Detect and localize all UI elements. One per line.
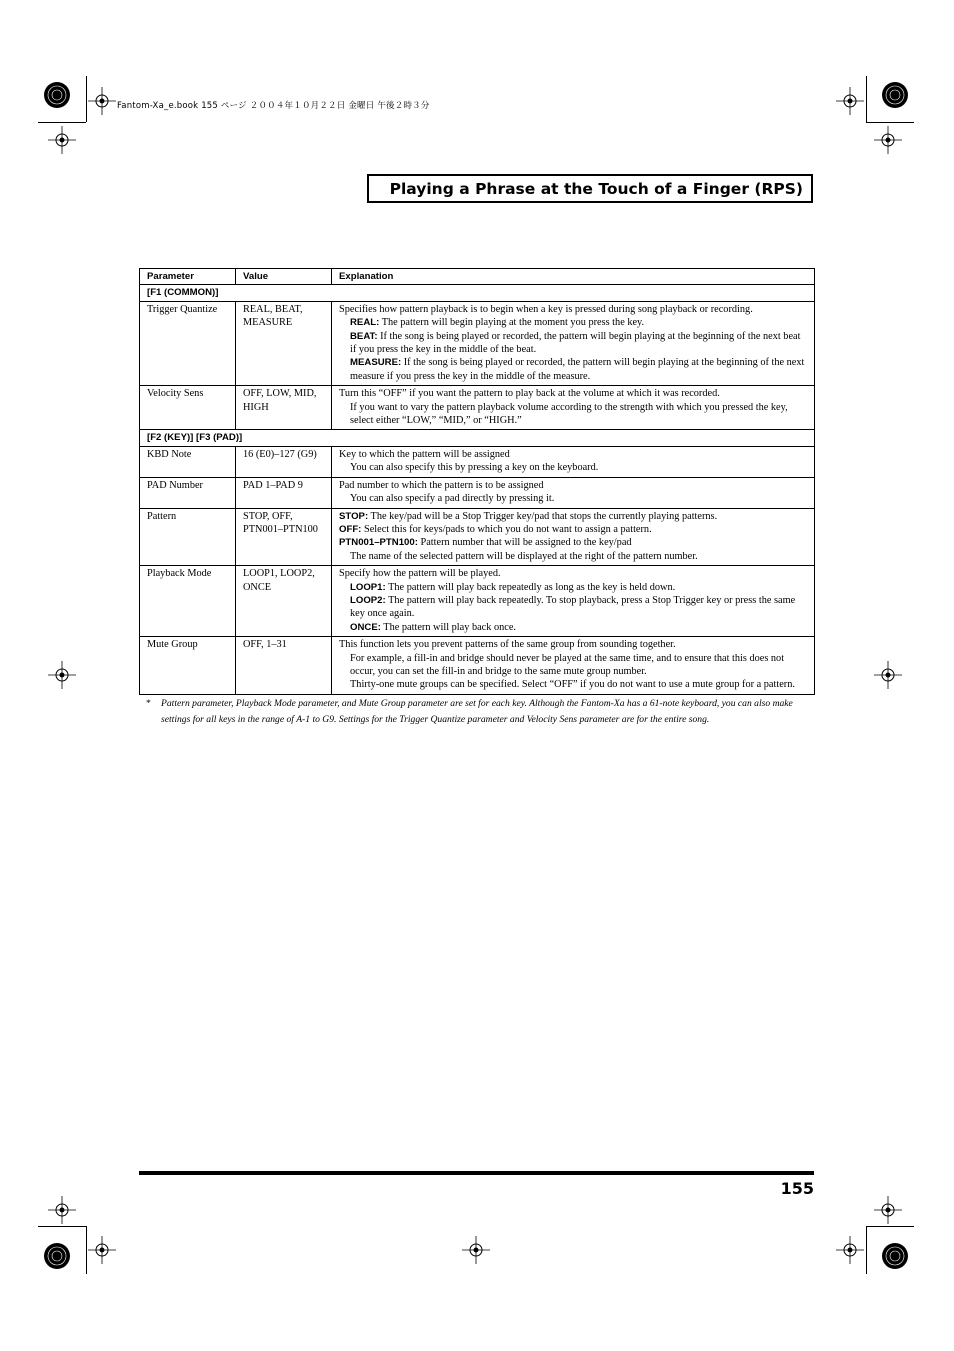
trim-mark: [866, 1226, 867, 1274]
running-header: Fantom-Xa_e.book 155 ページ ２００４年１０月２２日 金曜日 午後２時３分: [117, 101, 430, 111]
parameter-table: [139, 268, 815, 695]
trim-mark: [86, 76, 87, 122]
explanation-item: You can also specify a pad directly by pressing it.: [350, 493, 555, 505]
section-label: [F1 (COMMON)]: [140, 285, 815, 301]
explanation-item: For example, a fill-in and bridge should never be played at the same time, and to ensure that this does not occur, you can set the fill-in and bridge to the same mute group number.: [350, 652, 785, 677]
table-row: [140, 446, 815, 477]
explanation-lead: Specifies how pattern playback is to begin when a key is pressed during song playback or recording.: [339, 303, 753, 315]
column-header-value: Value: [236, 269, 332, 285]
parameter-explanation: [332, 637, 815, 695]
explanation-item: Thirty-one mute groups can be specified. Select “OFF” if you do not want to use a mute group for a pattern.: [350, 679, 795, 691]
registration-disc-icon: [42, 1241, 72, 1271]
section-title: [367, 174, 813, 203]
parameter-value: LOOP1, LOOP2, ONCE: [236, 566, 332, 637]
table-row: [140, 508, 815, 566]
parameter-explanation: [332, 477, 815, 508]
registration-disc-icon: [880, 1241, 910, 1271]
footnote-marker: *: [146, 698, 151, 709]
parameter-explanation: [332, 386, 815, 430]
explanation-lead: Specify how the pattern will be played.: [339, 568, 501, 580]
option-keyword: BEAT:: [350, 330, 378, 342]
column-header-parameter: Parameter: [140, 269, 236, 285]
trim-mark: [866, 1226, 914, 1227]
explanation-item: If you want to vary the pattern playback volume according to the strength with which you pressed the key, select either “LOW,” “MID,” or “HIGH.”: [350, 401, 788, 427]
trim-mark: [866, 76, 867, 122]
parameter-explanation: [332, 566, 815, 637]
page-number: 155: [780, 1179, 814, 1198]
explanation-lead: Pad number to which the pattern is to be assigned: [339, 479, 544, 491]
explanation-line: [339, 523, 807, 536]
parameter-value: REAL, BEAT, MEASURE: [236, 301, 332, 385]
crosshair-icon: [462, 1236, 490, 1264]
explanation-line: [339, 510, 807, 523]
footnote-text: Pattern parameter, Playback Mode parameter, and Mute Group parameter are set for each key. Although the Fantom-Xa has a 61-note keyboard, you can also make settings for all keys in the range of A-1 to G9. Settings for the Trigger Quantize parameter and Velocity Sens parameter are for the entire song.: [161, 698, 793, 725]
crosshair-icon: [48, 661, 76, 689]
option-text: Pattern number that will be assigned to the key/pad: [417, 537, 632, 549]
parameter-name: Playback Mode: [140, 566, 236, 637]
option-keyword: STOP:: [339, 510, 369, 522]
parameter-explanation: [332, 301, 815, 385]
parameter-value: STOP, OFF, PTN001–PTN100: [236, 508, 332, 566]
parameter-value: OFF, 1–31: [236, 637, 332, 695]
explanation-item: The name of the selected pattern will be displayed at the right of the pattern number.: [350, 550, 698, 562]
crosshair-icon: [836, 87, 864, 115]
parameter-name: Pattern: [140, 508, 236, 566]
parameter-value: 16 (E0)–127 (G9): [236, 446, 332, 477]
explanation-item: [339, 316, 807, 329]
explanation-line: [339, 536, 807, 549]
section-row: [140, 285, 815, 301]
trim-mark: [38, 1226, 86, 1227]
option-keyword: LOOP1:: [350, 581, 386, 593]
crosshair-icon: [836, 1236, 864, 1264]
option-keyword: REAL:: [350, 317, 380, 329]
parameter-name: Mute Group: [140, 637, 236, 695]
option-keyword: PTN001–PTN100:: [339, 537, 418, 549]
parameter-name: KBD Note: [140, 446, 236, 477]
explanation-lead: Turn this “OFF” if you want the pattern to play back at the volume at which it was recorded.: [339, 388, 720, 400]
crosshair-icon: [88, 1236, 116, 1264]
crosshair-icon: [874, 1196, 902, 1224]
section-row: [140, 430, 815, 446]
option-text: The pattern will begin playing at the moment you press the key.: [379, 317, 645, 329]
footnote: [146, 696, 816, 727]
table-header-row: [140, 269, 815, 285]
explanation-item: [339, 330, 807, 357]
explanation-item: [339, 621, 807, 634]
crosshair-icon: [874, 661, 902, 689]
explanation-item: [339, 356, 807, 383]
table-row: [140, 386, 815, 430]
column-header-explanation: Explanation: [332, 269, 815, 285]
option-text: If the song is being played or recorded, the pattern will begin playing at the beginning of the next beat if you press the key in the middle of the beat.: [350, 330, 801, 356]
trim-mark: [38, 122, 86, 123]
table-row: [140, 566, 815, 637]
option-keyword: LOOP2:: [350, 594, 386, 606]
registration-disc-icon: [42, 80, 72, 110]
trim-mark: [86, 1226, 87, 1274]
explanation-item: [339, 581, 807, 594]
explanation-item: [339, 594, 807, 621]
parameter-value: PAD 1–PAD 9: [236, 477, 332, 508]
section-label: [F2 (KEY)] [F3 (PAD)]: [140, 430, 815, 446]
option-keyword: MEASURE:: [350, 357, 402, 369]
option-text: If the song is being played or recorded, the pattern will begin playing at the beginning of the next measure if you press the key in the middle of the measure.: [350, 357, 805, 382]
parameter-name: PAD Number: [140, 477, 236, 508]
crosshair-icon: [48, 126, 76, 154]
option-text: The key/pad will be a Stop Trigger key/pad that stops the currently playing patterns.: [368, 510, 718, 522]
option-text: The pattern will play back repeatedly as long as the key is held down.: [385, 581, 676, 593]
registration-disc-icon: [880, 80, 910, 110]
crosshair-icon: [874, 126, 902, 154]
explanation-lead: This function lets you prevent patterns of the same group from sounding together.: [339, 639, 676, 651]
trim-mark: [866, 122, 914, 123]
table-row: [140, 301, 815, 385]
option-text: Select this for keys/pads to which you do not want to assign a pattern.: [361, 523, 652, 535]
crosshair-icon: [88, 87, 116, 115]
table-row: [140, 637, 815, 695]
option-keyword: OFF:: [339, 523, 362, 535]
explanation-lead: Key to which the pattern will be assigned: [339, 448, 510, 460]
section-title-text: Playing a Phrase at the Touch of a Finger (RPS): [389, 179, 803, 198]
parameter-value: OFF, LOW, MID, HIGH: [236, 386, 332, 430]
table-row: [140, 477, 815, 508]
parameter-name: Velocity Sens: [140, 386, 236, 430]
footer-rule: [139, 1171, 814, 1175]
parameter-explanation: [332, 508, 815, 566]
option-text: The pattern will play back repeatedly. To stop playback, press a Stop Trigger key or press the same key once again.: [350, 594, 796, 620]
option-text: The pattern will play back once.: [380, 621, 516, 633]
explanation-item: You can also specify this by pressing a key on the keyboard.: [350, 462, 599, 474]
parameter-explanation: [332, 446, 815, 477]
option-keyword: ONCE:: [350, 621, 381, 633]
parameter-name: Trigger Quantize: [140, 301, 236, 385]
crosshair-icon: [48, 1196, 76, 1224]
